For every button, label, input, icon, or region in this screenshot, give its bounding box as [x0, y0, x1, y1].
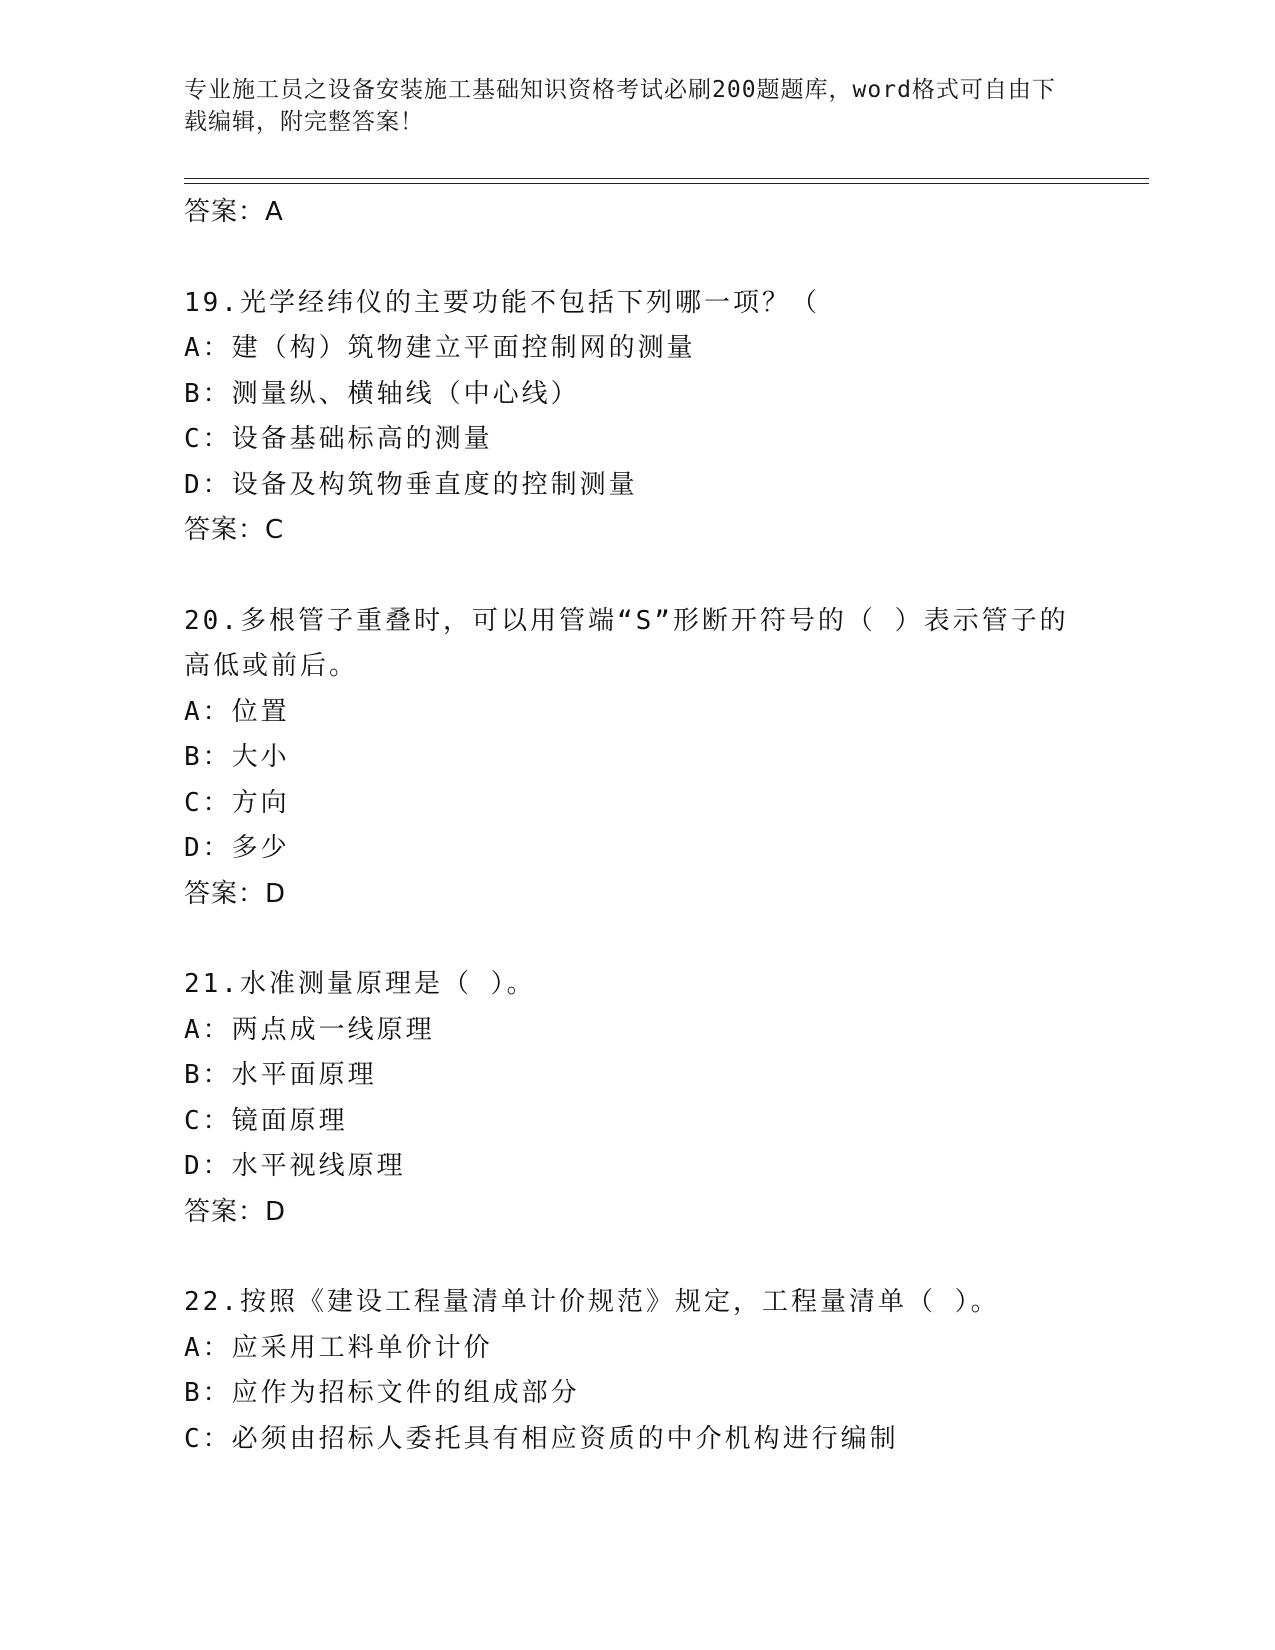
answer: 答案：C: [184, 515, 285, 545]
header-divider-top: [184, 178, 1149, 179]
question-19: [184, 281, 1144, 554]
question-text: 19.光学经纬仪的主要功能不包括下列哪一项？（: [184, 287, 820, 318]
question-text: 22.按照《建设工程量清单计价规范》规定，工程量清单（ ）。: [184, 1287, 1000, 1317]
question-20: [184, 599, 1144, 918]
answer: 答案：D: [184, 1196, 287, 1227]
previous-answer: 答案：A: [184, 197, 284, 227]
option-a: A：位置: [184, 696, 290, 727]
option-d: D：多少: [184, 833, 290, 863]
option-b: B：大小: [184, 742, 290, 772]
option-d: D：水平视线原理: [184, 1151, 406, 1181]
question-21: [184, 962, 1144, 1235]
header-divider-bottom: [184, 183, 1149, 184]
option-a: A：建（构）筑物建立平面控制网的测量: [184, 333, 696, 363]
option-a: A：应采用工料单价计价: [184, 1332, 493, 1363]
option-b: B：应作为招标文件的组成部分: [184, 1378, 580, 1408]
option-d: D：设备及构筑物垂直度的控制测量: [184, 469, 638, 500]
answer: 答案：D: [184, 878, 287, 909]
option-c: C：必须由招标人委托具有相应资质的中介机构进行编制: [184, 1423, 899, 1454]
question-list: [184, 190, 1144, 1462]
option-a: A：两点成一线原理: [184, 1014, 435, 1045]
question-22: [184, 1280, 1144, 1462]
question-text: 20.多根管子重叠时，可以用管端“S”形断开符号的（ ）表示管子的高低或前后。: [184, 605, 1069, 681]
option-c: C：方向: [184, 787, 290, 818]
option-b: B：测量纵、横轴线（中心线）: [184, 378, 580, 409]
document-header: 专业施工员之设备安装施工基础知识资格考试必刷200题题库，word格式可自由下载编辑，附完整答案！: [184, 77, 1056, 135]
option-b: B：水平面原理: [184, 1060, 377, 1090]
option-c: C：设备基础标高的测量: [184, 424, 493, 454]
option-c: C：镜面原理: [184, 1105, 348, 1136]
question-text: 21.水准测量原理是（ ）。: [184, 969, 536, 999]
